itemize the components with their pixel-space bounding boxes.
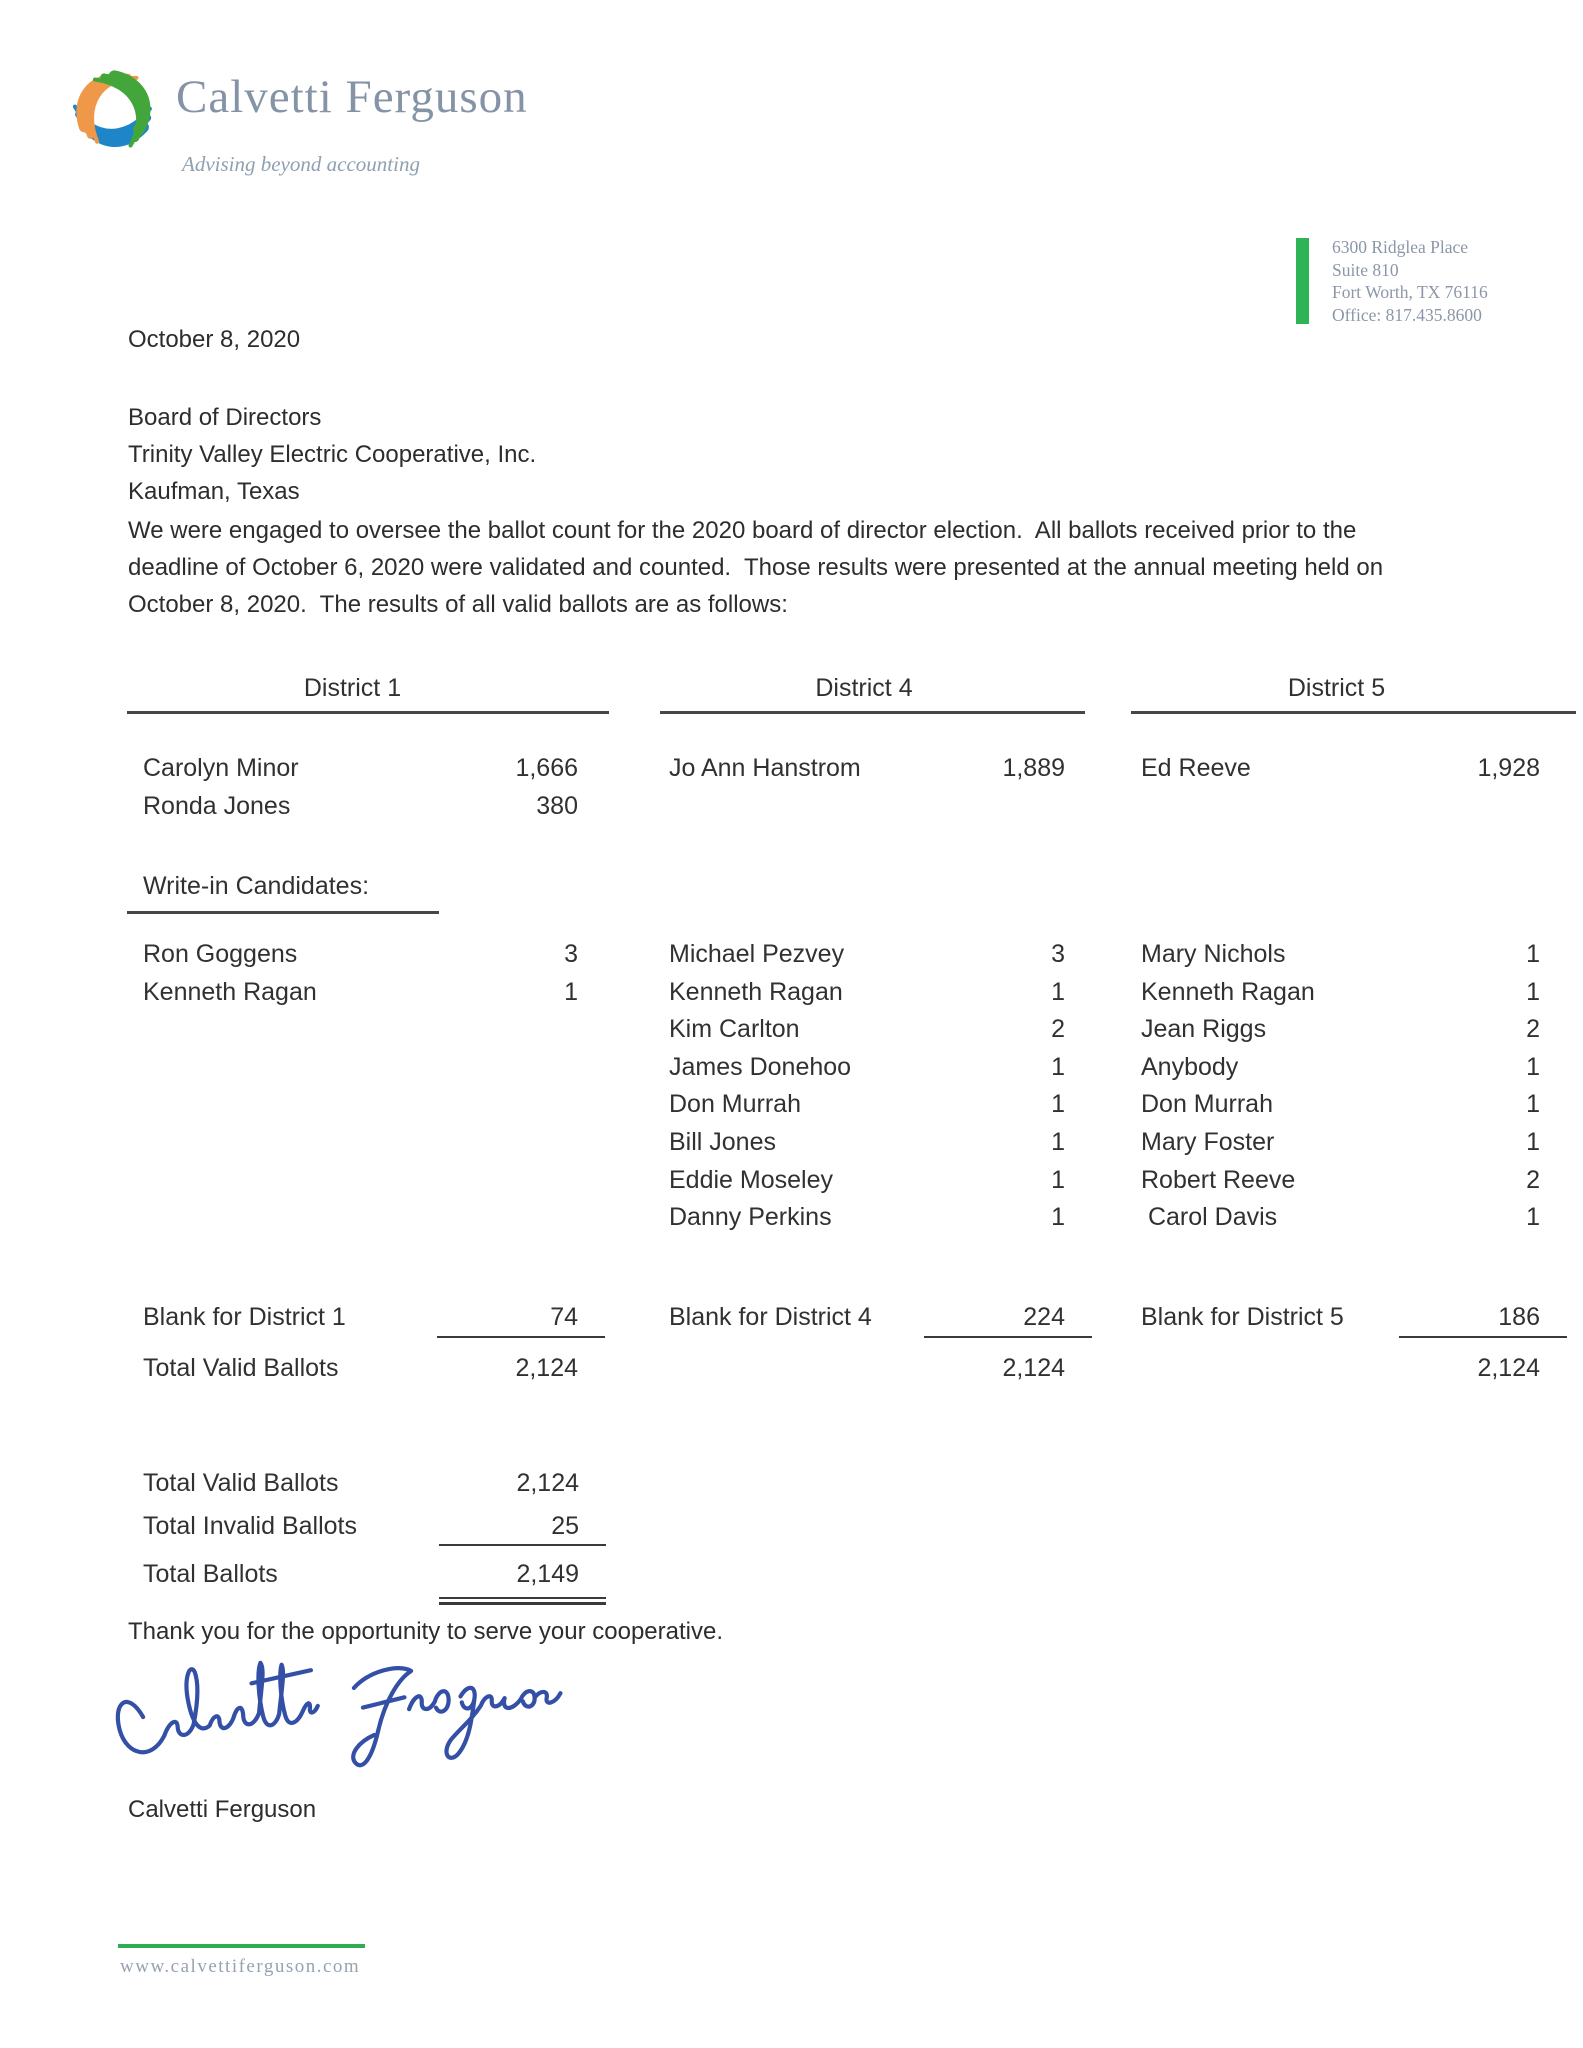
total-valid-row bbox=[1133, 1354, 1540, 1383]
closing-line: Thank you for the opportunity to serve your cooperative. bbox=[128, 1618, 723, 1645]
candidate-name: Kenneth Ragan bbox=[1141, 978, 1315, 1006]
blank-total-rule bbox=[924, 1336, 1092, 1338]
candidate-name: Michael Pezvey bbox=[669, 940, 845, 968]
candidate-name: Ronda Jones bbox=[143, 792, 291, 820]
write-in-row bbox=[663, 1166, 1065, 1195]
write-in-row bbox=[1133, 1053, 1540, 1082]
candidate-name: Anybody bbox=[1141, 1053, 1239, 1081]
results-table bbox=[0, 668, 1583, 1408]
candidate-name: Eddie Moseley bbox=[669, 1166, 833, 1194]
vote-count: 1 bbox=[1051, 1203, 1065, 1231]
blank-label: Blank for District 1 bbox=[143, 1303, 346, 1331]
write-in-row bbox=[663, 1128, 1065, 1157]
vote-count: 1 bbox=[1526, 1203, 1540, 1231]
blank-votes: 74 bbox=[550, 1303, 578, 1331]
candidate-name: Robert Reeve bbox=[1141, 1166, 1296, 1194]
total-valid-row bbox=[663, 1354, 1065, 1383]
write-in-row bbox=[663, 1015, 1065, 1044]
vote-count: 2 bbox=[1526, 1015, 1540, 1043]
candidate-row bbox=[127, 792, 578, 821]
district-header: District 4 bbox=[815, 674, 913, 702]
write-in-row bbox=[663, 1203, 1065, 1232]
district-header-underline bbox=[660, 711, 1085, 714]
blank-total-rule bbox=[437, 1336, 605, 1338]
district-4-column bbox=[663, 668, 1065, 1408]
vote-count: 1 bbox=[1051, 1166, 1065, 1194]
candidate-name: Ed Reeve bbox=[1141, 754, 1251, 782]
write-in-row bbox=[1133, 1203, 1540, 1232]
company-tagline: Advising beyond accounting bbox=[182, 152, 420, 176]
body-line: deadline of October 6, 2020 were validated and counted. Those results were presented at the annual meeting held on bbox=[128, 554, 1384, 581]
district-header-underline bbox=[127, 711, 609, 714]
vote-count: 1 bbox=[1526, 978, 1540, 1006]
blank-label: Blank for District 4 bbox=[669, 1303, 872, 1331]
vote-count: 1 bbox=[1526, 1053, 1540, 1081]
write-in-heading: Write-in Candidates: bbox=[127, 872, 439, 914]
total-valid-votes: 2,124 bbox=[1002, 1354, 1065, 1382]
write-in-row bbox=[127, 978, 578, 1007]
footer-accent-line bbox=[118, 1944, 365, 1948]
candidate-name: Mary Foster bbox=[1141, 1128, 1275, 1156]
write-in-row bbox=[663, 1090, 1065, 1119]
candidate-name: Don Murrah bbox=[669, 1090, 801, 1118]
district-1-column bbox=[127, 668, 578, 1408]
summary-double-rule bbox=[439, 1597, 606, 1605]
total-valid-row bbox=[127, 1354, 578, 1383]
total-valid-label: Total Valid Ballots bbox=[143, 1354, 339, 1382]
vote-count: 2 bbox=[1051, 1015, 1065, 1043]
write-in-row bbox=[1133, 1015, 1540, 1044]
vote-count: 1 bbox=[1051, 978, 1065, 1006]
letter-body bbox=[128, 512, 1518, 623]
blank-votes: 186 bbox=[1498, 1303, 1540, 1331]
write-in-row bbox=[1133, 1166, 1540, 1195]
vote-count: 1 bbox=[1526, 940, 1540, 968]
recipient-line: Board of Directors bbox=[128, 404, 322, 431]
candidate-name: James Donehoo bbox=[669, 1053, 852, 1081]
candidate-name: Bill Jones bbox=[669, 1128, 776, 1156]
candidate-name: Kim Carlton bbox=[669, 1015, 800, 1043]
recipient-block bbox=[128, 399, 536, 510]
letter-date: October 8, 2020 bbox=[128, 326, 301, 353]
vote-count: 1 bbox=[1526, 1128, 1540, 1156]
office-phone-line: Office: 817.435.8600 bbox=[1332, 304, 1482, 325]
summary-row-total-valid: Total Valid Ballots 2,124 bbox=[143, 1469, 579, 1497]
candidate-name: Jo Ann Hanstrom bbox=[669, 754, 861, 782]
recipient-line: Trinity Valley Electric Cooperative, Inc. bbox=[128, 441, 537, 468]
candidate-name: Ron Goggens bbox=[143, 940, 298, 968]
blank-total-rule bbox=[1399, 1336, 1567, 1338]
handwritten-signature bbox=[110, 1646, 580, 1811]
company-logo-icon bbox=[62, 58, 166, 162]
candidate-row bbox=[663, 754, 1065, 783]
write-in-row bbox=[1133, 940, 1540, 969]
summary-single-rule bbox=[439, 1544, 606, 1546]
vote-count: 2 bbox=[1526, 1166, 1540, 1194]
body-line: We were engaged to oversee the ballot count for the 2020 board of director election. All ballots received prior to the bbox=[128, 517, 1357, 544]
district-header: District 5 bbox=[1287, 674, 1386, 702]
candidate-name: Carol Davis bbox=[1141, 1203, 1278, 1231]
candidate-name: Don Murrah bbox=[1141, 1090, 1273, 1118]
summary-row-total-ballots: Total Ballots 2,149 bbox=[143, 1560, 579, 1588]
footer-website: www.calvettiferguson.com bbox=[120, 1956, 361, 1977]
vote-count: 1 bbox=[1051, 1053, 1065, 1081]
office-address-line: Fort Worth, TX 76116 bbox=[1332, 282, 1488, 302]
vote-count: 1 bbox=[1526, 1090, 1540, 1118]
vote-count: 1,928 bbox=[1477, 754, 1540, 782]
total-valid-votes: 2,124 bbox=[1477, 1354, 1540, 1382]
candidate-row bbox=[1133, 754, 1540, 783]
recipient-line: Kaufman, Texas bbox=[128, 478, 300, 505]
write-in-row bbox=[663, 978, 1065, 1007]
summary-row-total-invalid: Total Invalid Ballots 25 bbox=[143, 1512, 579, 1540]
write-in-row bbox=[1133, 978, 1540, 1007]
blank-label: Blank for District 5 bbox=[1141, 1303, 1344, 1331]
office-address-line: Suite 810 bbox=[1332, 259, 1399, 280]
vote-count: 1,666 bbox=[515, 754, 578, 782]
body-line: October 8, 2020. The results of all valid ballots are as follows: bbox=[128, 591, 788, 618]
district-5-column bbox=[1133, 668, 1540, 1408]
accent-bar bbox=[1296, 238, 1309, 324]
vote-count: 3 bbox=[1051, 940, 1065, 968]
write-in-row bbox=[1133, 1090, 1540, 1119]
write-in-row bbox=[127, 940, 578, 969]
candidate-name: Danny Perkins bbox=[669, 1203, 832, 1231]
blank-row bbox=[127, 1303, 578, 1332]
write-in-row bbox=[663, 940, 1065, 969]
district-header: District 1 bbox=[303, 674, 402, 702]
total-valid-votes: 2,124 bbox=[515, 1354, 578, 1382]
blank-votes: 224 bbox=[1023, 1303, 1065, 1331]
district-header-underline bbox=[1131, 711, 1576, 714]
vote-count: 380 bbox=[536, 792, 578, 820]
vote-count: 3 bbox=[564, 940, 578, 968]
write-in-row bbox=[1133, 1128, 1540, 1157]
vote-count: 1,889 bbox=[1002, 754, 1065, 782]
candidate-name: Carolyn Minor bbox=[143, 754, 299, 782]
vote-count: 1 bbox=[564, 978, 578, 1006]
vote-count: 1 bbox=[1051, 1128, 1065, 1156]
write-in-row bbox=[663, 1053, 1065, 1082]
blank-row bbox=[1133, 1303, 1540, 1332]
signer-name: Calvetti Ferguson bbox=[128, 1796, 317, 1823]
office-address-line: 6300 Ridglea Place bbox=[1332, 237, 1469, 257]
company-name: Calvetti Ferguson bbox=[176, 71, 528, 123]
candidate-name: Kenneth Ragan bbox=[669, 978, 843, 1006]
blank-row bbox=[663, 1303, 1065, 1332]
candidate-row bbox=[127, 754, 578, 783]
candidate-name: Mary Nichols bbox=[1141, 940, 1286, 968]
candidate-name: Jean Riggs bbox=[1141, 1015, 1267, 1043]
vote-count: 1 bbox=[1051, 1090, 1065, 1118]
candidate-name: Kenneth Ragan bbox=[143, 978, 317, 1006]
